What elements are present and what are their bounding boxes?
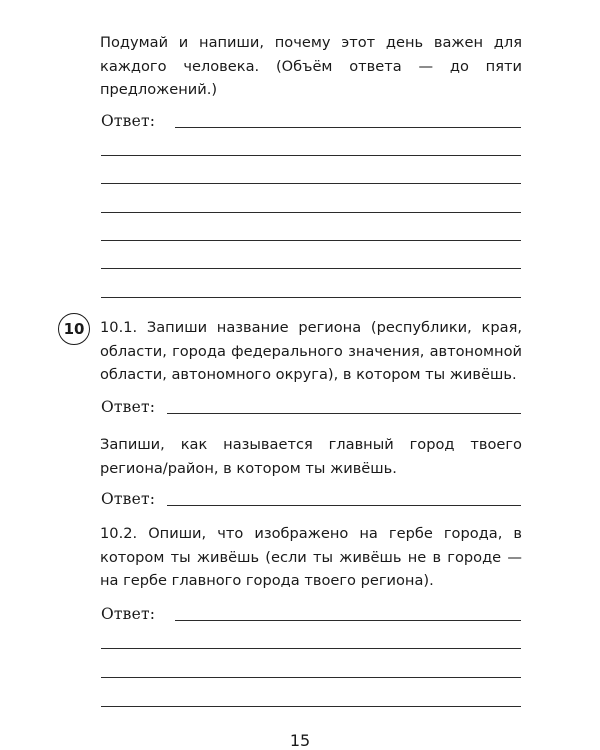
task10-2-prompt: 10.2. Опиши, что изображено на гербе города, в котором ты живёшь (если ты живёшь не в городе — на гербе главного города твоего региона). <box>100 525 522 589</box>
task10-2-answer-line-2[interactable] <box>101 648 521 649</box>
task-number-badge: 10 <box>58 313 90 345</box>
task10-1-prompt: 10.1. Запиши название региона (республики, края, области, города федерального значения, автономной области, автономного округа), в котором ты живёшь. <box>100 319 522 383</box>
task10-2-answer-line-3[interactable] <box>101 677 521 678</box>
task10-1b-answer-line[interactable] <box>167 505 521 506</box>
task9-answer-line-2[interactable] <box>101 155 521 156</box>
task10-1b-answer-label: Ответ: <box>101 490 156 508</box>
task9-answer-line-4[interactable] <box>101 212 521 213</box>
task10-1-answer-line[interactable] <box>167 413 521 414</box>
task9-answer-line-3[interactable] <box>101 183 521 184</box>
task10-2-answer-line-4[interactable] <box>101 706 521 707</box>
task9-answer-line-6[interactable] <box>101 268 521 269</box>
page-number: 15 <box>289 731 311 750</box>
task10-1-answer-label: Ответ: <box>101 398 156 416</box>
task9-answer-line-1[interactable] <box>175 127 521 128</box>
task10-1b-prompt: Запиши, как называется главный город твоего региона/район, в котором ты живёшь. <box>100 436 522 477</box>
task10-2-answer-line-1[interactable] <box>175 620 521 621</box>
task10-2-answer-label: Ответ: <box>101 605 156 623</box>
task9-answer-line-5[interactable] <box>101 240 521 241</box>
task9-prompt: Подумай и напиши, почему этот день важен для каждого человека. (Объём ответа — до пяти предложений.) <box>100 34 522 98</box>
task9-answer-line-7[interactable] <box>101 297 521 298</box>
task9-answer-label: Ответ: <box>101 112 156 130</box>
